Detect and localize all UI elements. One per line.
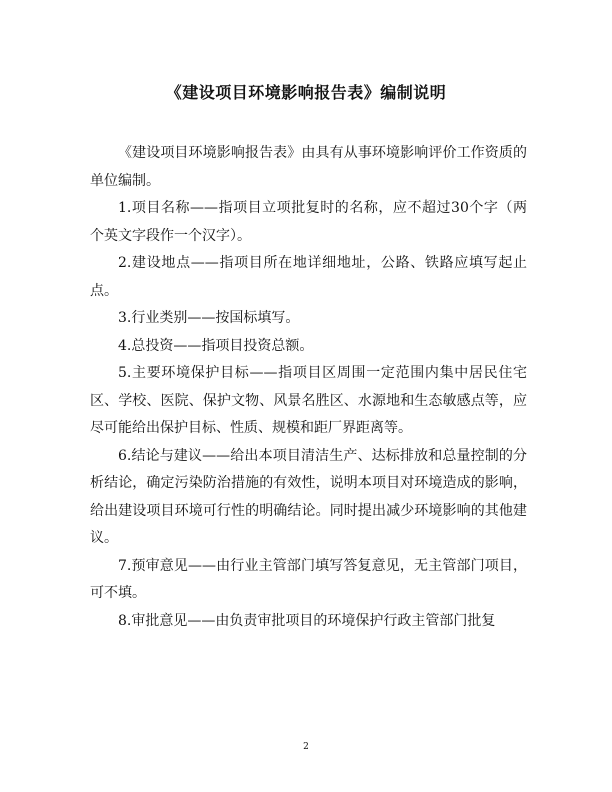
document-body	[90, 140, 527, 635]
paragraph-total-investment: 4.总投资——指项目投资总额。	[118, 337, 314, 354]
paragraph-protection-targets: 5.主要环境保护目标——指项目区周围一定范围内集中居民住宅区、学校、医院、保护文物、风景名胜区、水源地和生态敏感点等，应尽可能给出保护目标、性质、规模和距厂界距离等。	[90, 365, 527, 436]
page-number: 2	[303, 742, 309, 752]
paragraph-preliminary-review: 7.预审意见——由行业主管部门填写答复意见，无主管部门项目，可不填。	[90, 557, 527, 601]
paragraph-intro: 《建设项目环境影响报告表》由具有从事环境影响评价工作资质的单位编制。	[90, 145, 527, 189]
paragraph-industry-category: 3.行业类别——按国标填写。	[118, 310, 300, 326]
paragraph-approval-opinion: 8.审批意见——由负责审批项目的环境保护行政主管部门批复	[118, 612, 496, 629]
document-title: 《建设项目环境影响报告表》编制说明	[165, 83, 447, 102]
paragraph-project-name: 1.项目名称——指项目立项批复时的名称，应不超过30个字（两个英文字段作一个汉字）。	[90, 200, 527, 244]
paragraph-construction-site: 2.建设地点——指项目所在地详细地址，公路、铁路应填写起止点。	[90, 255, 527, 299]
paragraph-conclusions: 6.结论与建议——给出本项目清洁生产、达标排放和总量控制的分析结论，确定污染防治措施的有效性，说明本项目对环境造成的影响，给出建设项目环境可行性的明确结论。同时提出减少环境影响的其他建议。	[90, 447, 527, 546]
